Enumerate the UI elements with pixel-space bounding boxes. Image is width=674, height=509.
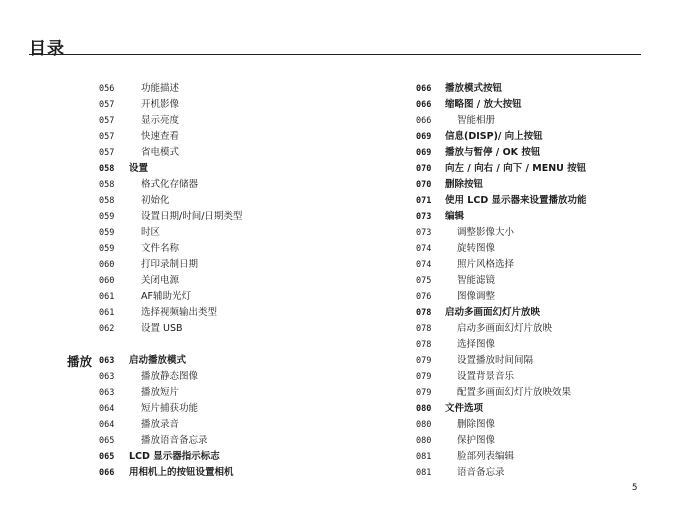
toc-heading: 启动多画面幻灯片放映 <box>445 307 541 318</box>
toc-page-number: 079 <box>416 372 432 382</box>
toc-entry[interactable] <box>416 433 646 449</box>
toc-entry[interactable] <box>416 353 646 369</box>
toc-subentry: 语音备忘录 <box>457 467 505 478</box>
toc-heading: 缩略图 / 放大按钮 <box>445 99 522 110</box>
toc-entry[interactable] <box>99 449 359 465</box>
toc-entry[interactable] <box>99 369 359 385</box>
section-label-playback: 播放 <box>67 354 93 369</box>
toc-entry[interactable] <box>99 113 359 129</box>
toc-heading: LCD 显示器指示标志 <box>129 451 220 462</box>
toc-page-number: 058 <box>99 196 115 206</box>
toc-subentry: 显示亮度 <box>141 115 180 126</box>
toc-page-number: 059 <box>99 244 115 254</box>
toc-page-number: 066 <box>99 468 115 478</box>
toc-page-number: 059 <box>99 228 115 238</box>
toc-entry[interactable] <box>99 81 359 97</box>
toc-page-number: 074 <box>416 244 432 254</box>
toc-entry[interactable] <box>416 225 646 241</box>
toc-page-number: 066 <box>416 100 432 110</box>
toc-heading: 删除按钮 <box>445 179 484 190</box>
toc-page-number: 073 <box>416 228 432 238</box>
toc-entry[interactable] <box>99 177 359 193</box>
toc-subentry: 快速查看 <box>141 131 180 142</box>
toc-entry[interactable] <box>416 97 646 113</box>
toc-entry[interactable] <box>416 161 646 177</box>
page-title: 目录 <box>29 39 65 59</box>
toc-page-number: 057 <box>99 116 115 126</box>
toc-subentry: 启动多画面幻灯片放映 <box>457 323 553 334</box>
toc-page-number: 076 <box>416 292 432 302</box>
toc-subentry: 文件名称 <box>141 243 180 254</box>
toc-page-number: 057 <box>99 100 115 110</box>
toc-subentry: 短片捕获功能 <box>141 403 199 414</box>
toc-entry[interactable] <box>416 241 646 257</box>
toc-page-number: 058 <box>99 180 115 190</box>
toc-page-number: 078 <box>416 324 432 334</box>
toc-subentry: 设置播放时间间隔 <box>457 355 534 366</box>
toc-entry[interactable] <box>416 337 646 353</box>
toc-entry[interactable] <box>99 193 359 209</box>
toc-entry[interactable] <box>99 385 359 401</box>
toc-subentry: 保护图像 <box>457 435 496 446</box>
toc-entry[interactable] <box>416 273 646 289</box>
toc-entry[interactable] <box>416 177 646 193</box>
toc-subentry: 设置日期/时间/日期类型 <box>141 211 243 222</box>
toc-entry[interactable] <box>416 449 646 465</box>
toc-page-number: 074 <box>416 260 432 270</box>
toc-subentry: 播放录音 <box>141 419 180 430</box>
toc-page-number: 062 <box>99 324 115 334</box>
toc-page-number: 060 <box>99 260 115 270</box>
toc-subentry: 时区 <box>141 227 161 238</box>
toc-subentry: AF辅助光灯 <box>141 291 191 302</box>
toc-entry[interactable] <box>416 369 646 385</box>
toc-page-number: 080 <box>416 404 432 414</box>
toc-page-number: 058 <box>99 164 115 174</box>
toc-heading: 用相机上的按钮设置相机 <box>129 467 234 478</box>
toc-page-number: 081 <box>416 452 432 462</box>
toc-page-number: 070 <box>416 164 432 174</box>
toc-entry[interactable] <box>416 113 646 129</box>
toc-subentry: 设置背景音乐 <box>457 371 515 382</box>
toc-subentry: 初始化 <box>141 195 170 206</box>
toc-page-number: 066 <box>416 116 432 126</box>
toc-entry[interactable] <box>416 209 646 225</box>
toc-heading: 文件选项 <box>445 403 484 414</box>
toc-entry[interactable] <box>99 225 359 241</box>
toc-page-number: 060 <box>99 276 115 286</box>
toc-heading: 向左 / 向右 / 向下 / MENU 按钮 <box>445 163 587 174</box>
toc-page-number: 064 <box>99 420 115 430</box>
toc-heading: 播放模式按钮 <box>445 83 503 94</box>
toc-heading: 编辑 <box>445 211 465 222</box>
toc-page-number: 065 <box>99 452 115 462</box>
toc-right-column <box>416 81 646 481</box>
toc-subentry: 智能滤镜 <box>457 275 496 286</box>
toc-entry[interactable] <box>99 209 359 225</box>
toc-page-number: 069 <box>416 148 432 158</box>
toc-page-number: 065 <box>99 436 115 446</box>
toc-entry[interactable] <box>99 129 359 145</box>
toc-entry[interactable] <box>416 321 646 337</box>
toc-page-number: 064 <box>99 404 115 414</box>
toc-page-number: 080 <box>416 420 432 430</box>
toc-subentry: 调整影像大小 <box>457 227 515 238</box>
toc-entry[interactable] <box>99 273 359 289</box>
toc-page-number: 066 <box>416 84 432 94</box>
toc-subentry: 关闭电源 <box>141 275 180 286</box>
toc-entry[interactable] <box>416 401 646 417</box>
toc-page-number: 057 <box>99 132 115 142</box>
toc-subentry: 旋转图像 <box>457 243 496 254</box>
toc-page-number: 057 <box>99 148 115 158</box>
toc-page-number: 063 <box>99 372 115 382</box>
toc-page-number: 081 <box>416 468 432 478</box>
toc-entry[interactable] <box>416 305 646 321</box>
toc-entry[interactable] <box>99 97 359 113</box>
toc-entry[interactable] <box>416 385 646 401</box>
toc-page-number: 080 <box>416 436 432 446</box>
toc-page-number: 070 <box>416 180 432 190</box>
toc-entry[interactable] <box>99 417 359 433</box>
toc-entry[interactable] <box>99 321 359 337</box>
toc-left-column <box>99 81 359 481</box>
toc-heading: 播放与暂停 / OK 按钮 <box>445 147 541 158</box>
toc-entry[interactable] <box>416 129 646 145</box>
toc-page-number: 061 <box>99 308 115 318</box>
toc-subentry: 配置多画面幻灯片放映效果 <box>457 387 572 398</box>
toc-entry[interactable] <box>99 161 359 177</box>
toc-entry[interactable] <box>99 401 359 417</box>
toc-page-number: 073 <box>416 212 432 222</box>
toc-entry[interactable] <box>416 145 646 161</box>
toc-entry[interactable] <box>99 257 359 273</box>
toc-page-number: 056 <box>99 84 115 94</box>
toc-page-number: 071 <box>416 196 432 206</box>
toc-page-number: 069 <box>416 132 432 142</box>
toc-page-number: 078 <box>416 308 432 318</box>
toc-heading: 信息(DISP)/ 向上按钮 <box>445 131 543 142</box>
toc-subentry: 功能描述 <box>141 83 180 94</box>
toc-page-number: 059 <box>99 212 115 222</box>
toc-page-number: 078 <box>416 340 432 350</box>
toc-page-number: 079 <box>416 356 432 366</box>
toc-heading: 使用 LCD 显示器来设置播放功能 <box>445 195 587 206</box>
toc-subentry: 照片风格选择 <box>457 259 515 270</box>
toc-page-number: 061 <box>99 292 115 302</box>
toc-entry[interactable] <box>99 433 359 449</box>
toc-entry[interactable] <box>416 417 646 433</box>
toc-heading: 启动播放模式 <box>129 355 187 366</box>
toc-subentry: 播放短片 <box>141 387 180 398</box>
toc-page-number: 079 <box>416 388 432 398</box>
toc-heading: 设置 <box>129 163 149 174</box>
toc-entry[interactable] <box>416 81 646 97</box>
toc-subentry: 删除图像 <box>457 419 496 430</box>
toc-entry[interactable] <box>416 465 646 481</box>
toc-subentry: 设置 USB <box>141 323 183 334</box>
toc-entry[interactable] <box>99 145 359 161</box>
toc-subentry: 打印录制日期 <box>141 259 199 270</box>
toc-entry[interactable] <box>416 193 646 209</box>
toc-entry[interactable] <box>99 241 359 257</box>
toc-entry[interactable] <box>416 257 646 273</box>
title-divider <box>29 54 641 55</box>
toc-subentry: 选择图像 <box>457 339 496 350</box>
toc-subentry: 省电模式 <box>141 147 180 158</box>
toc-entry[interactable] <box>99 289 359 305</box>
toc-page-number: 063 <box>99 356 115 366</box>
toc-entry[interactable] <box>416 289 646 305</box>
toc-subentry: 图像调整 <box>457 291 496 302</box>
toc-entry[interactable] <box>99 353 359 369</box>
toc-entry[interactable] <box>99 305 359 321</box>
toc-subentry: 播放静态图像 <box>141 371 199 382</box>
toc-entry[interactable] <box>99 465 359 481</box>
toc-page-number: 063 <box>99 388 115 398</box>
toc-subentry: 智能相册 <box>457 115 496 126</box>
page-number: 5 <box>632 483 638 493</box>
toc-subentry: 开机影像 <box>141 99 180 110</box>
toc-subentry: 播放语音备忘录 <box>141 435 208 446</box>
toc-subentry: 脸部列表编辑 <box>457 451 515 462</box>
toc-subentry: 选择视频输出类型 <box>141 307 218 318</box>
toc-subentry: 格式化存储器 <box>141 179 199 190</box>
toc-page-number: 075 <box>416 276 432 286</box>
